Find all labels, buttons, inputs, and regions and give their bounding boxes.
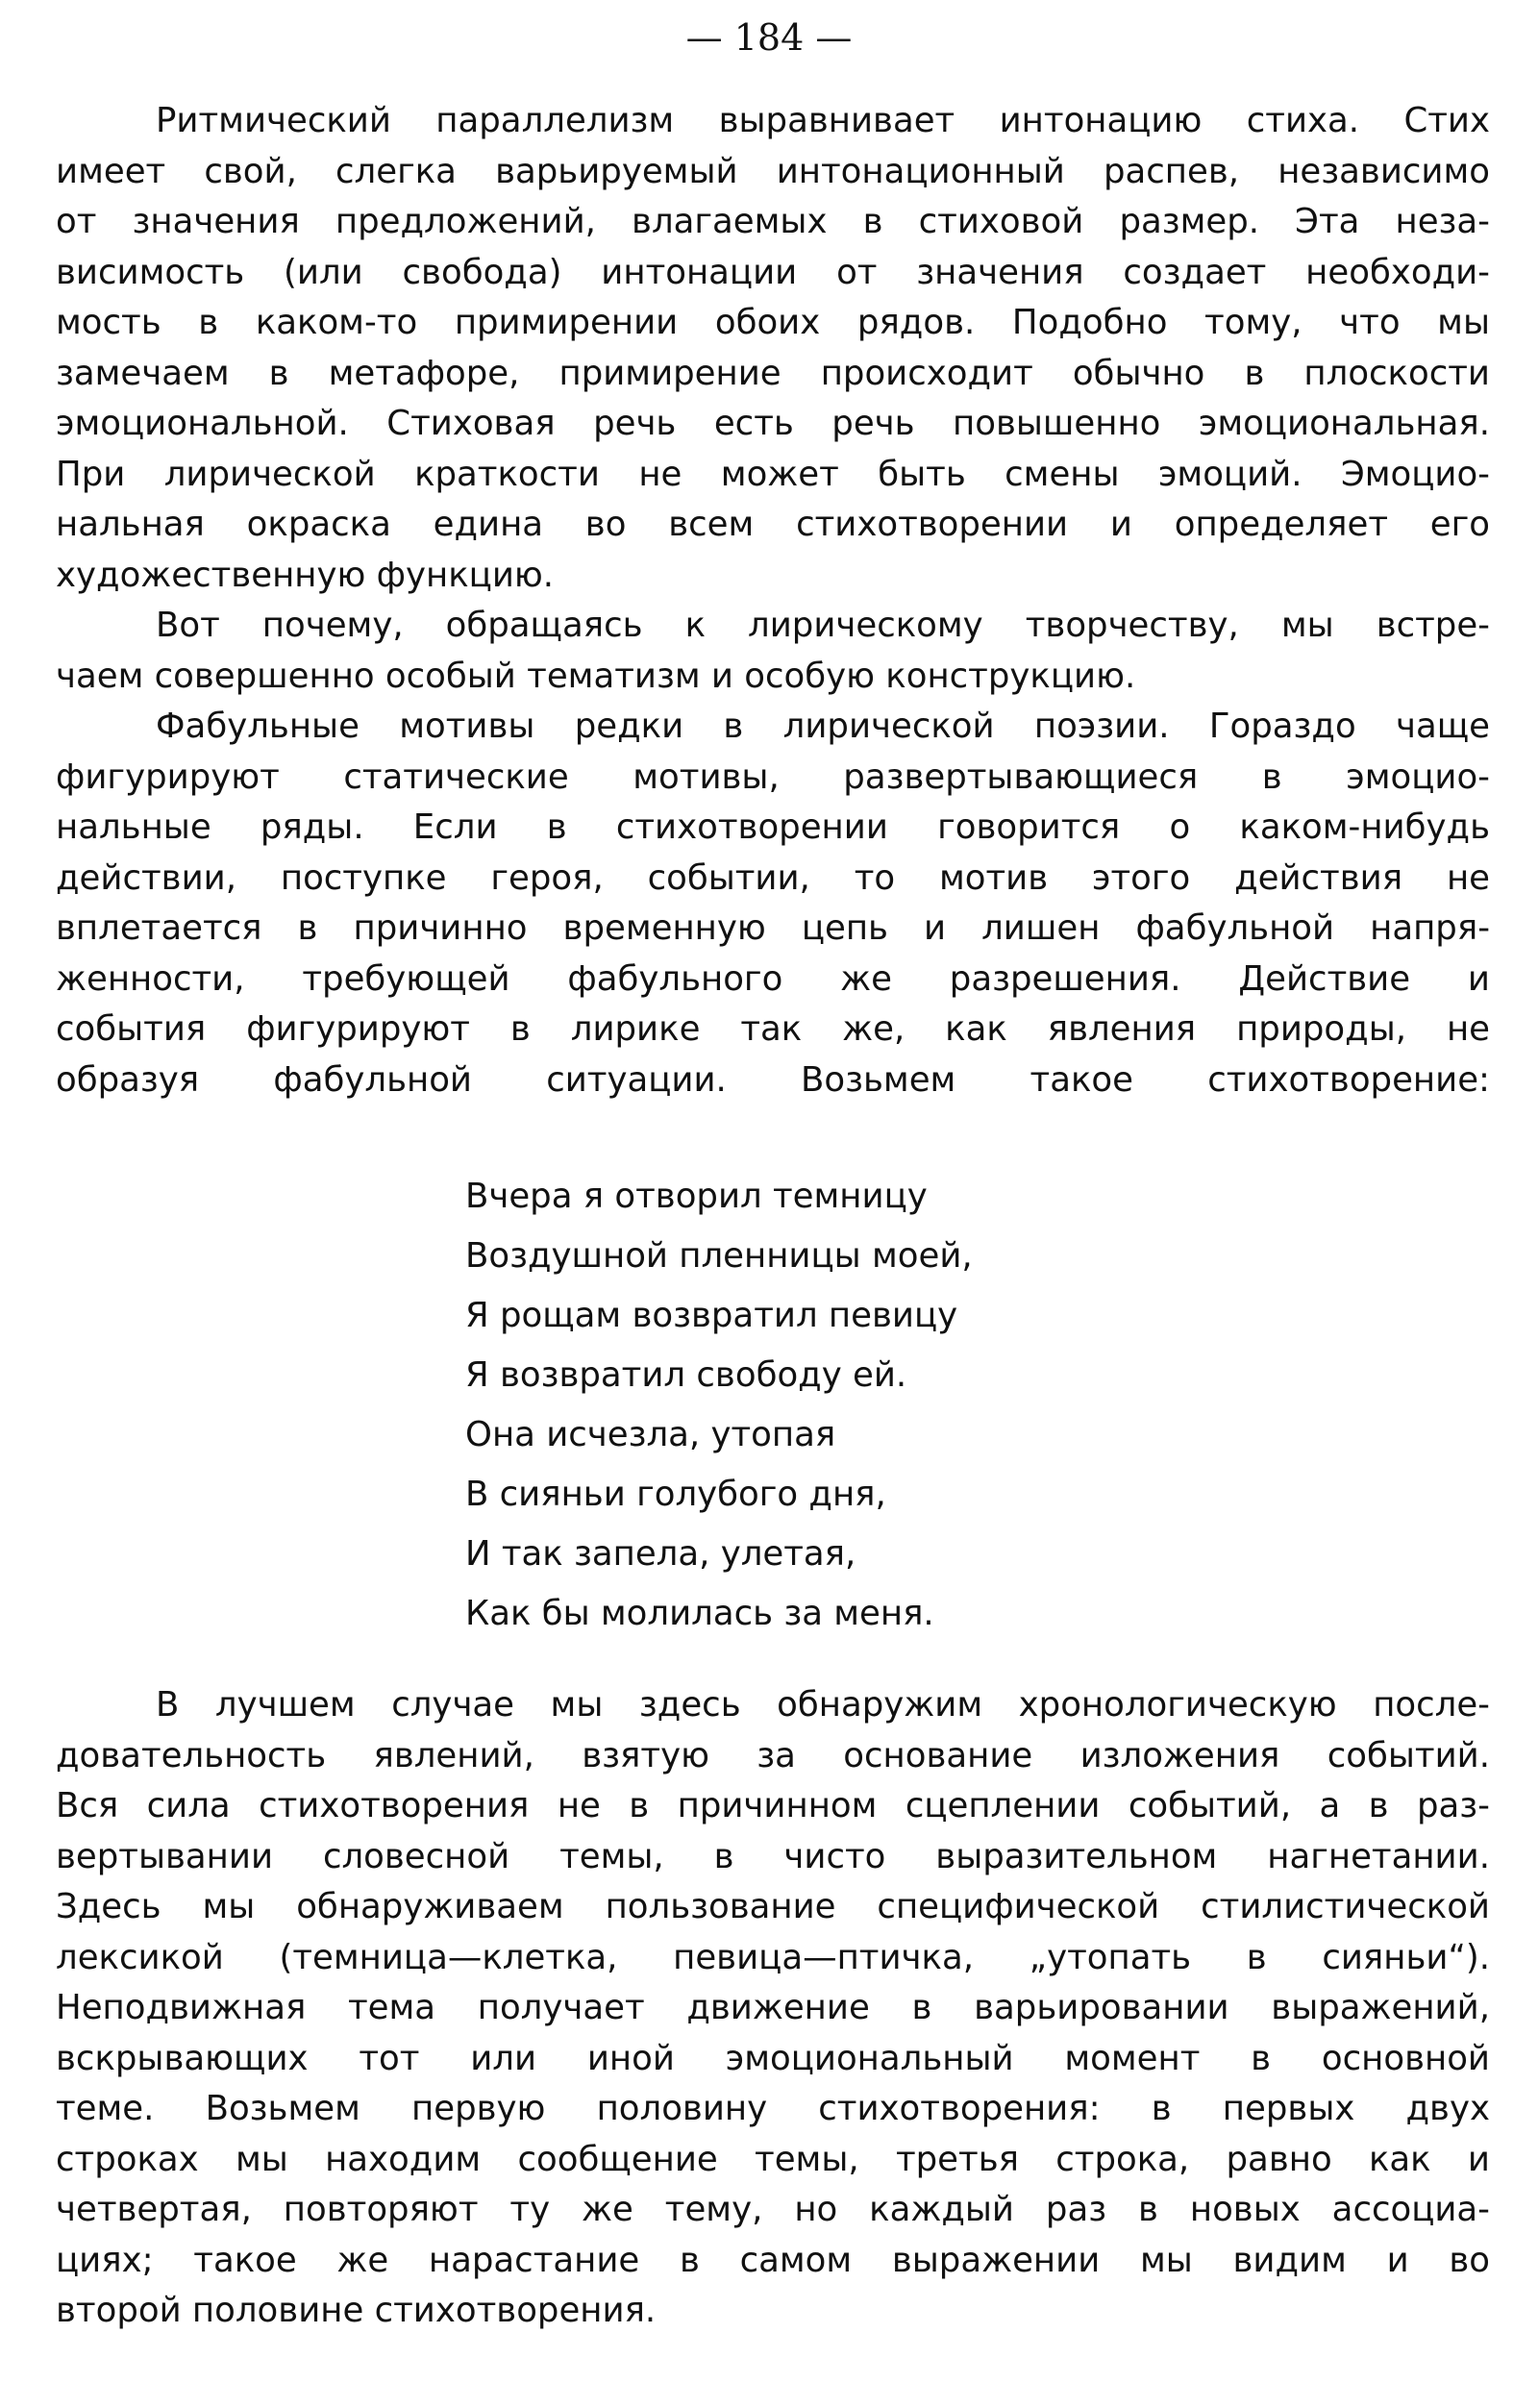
text-line: четвертая, повторяют ту же тему, но каждый раз в новых ассоциа-	[56, 2190, 1490, 2229]
text-line: имеет свой, слегка варьируемый интонационный распев, независимо	[56, 151, 1490, 191]
text-line: вплетается в причинно временную цепь и лишен фабульной напря-	[56, 908, 1490, 948]
text-line: вскрывающих тот или иной эмоциональный момент в основной	[56, 2038, 1490, 2078]
text-line: вертывании словесной темы, в чисто выразительном нагнетании.	[56, 1836, 1490, 1876]
text-line: довательность явлений, взятую за основание изложения событий.	[56, 1735, 1490, 1775]
text-line: фигурируют статические мотивы, развертывающиеся в эмоцио-	[56, 757, 1490, 797]
text-line: При лирической краткости не может быть смены эмоций. Эмоцио-	[56, 454, 1490, 494]
poem-quote	[465, 1167, 1330, 1644]
poem-line: И так запела, улетая,	[465, 1534, 856, 1574]
text-line: мость в каком-то примирении обоих рядов. Подобно тому, что мы	[56, 303, 1490, 342]
poem-line: Она исчезла, утопая	[465, 1415, 836, 1454]
text-line: от значения предложений, влагаемых в стиховой размер. Эта неза-	[56, 202, 1490, 241]
text-line: женности, требующей фабульного же разрешения. Действие и	[56, 958, 1490, 999]
poem-line: Я рощам возвратил певицу	[465, 1296, 958, 1335]
text-line: Вся сила стихотворения не в причинном сцеплении событий, а в раз-	[56, 1786, 1490, 1825]
text-line: нальные ряды. Если в стихотворении говорится о каком-нибудь	[56, 807, 1490, 847]
poem-line: Как бы молилась за меня.	[465, 1594, 934, 1633]
text-line: второй половине стихотворения.	[56, 2291, 657, 2330]
page-number: — 184 —	[685, 16, 853, 59]
poem-line: В сияньи голубого дня,	[465, 1475, 886, 1514]
text-line: лексикой (темница—клетка, певица—птичка, „утопать в сияньи“).	[56, 1937, 1490, 1977]
text-line: эмоциональной. Стиховая речь есть речь повышенно эмоциональная.	[56, 404, 1490, 443]
text-line: теме. Возьмем первую половину стихотворения: в первых двух	[56, 2089, 1490, 2128]
text-line: художественную функцию.	[56, 555, 555, 595]
text-line: строках мы находим сообщение темы, третья строка, равно как и	[56, 2139, 1490, 2179]
text-line: нальная окраска едина во всем стихотворении и определяет его	[56, 505, 1490, 544]
text-line: висимость (или свобода) интонации от значения создает необходи-	[56, 252, 1490, 292]
poem-line: Воздушной пленницы моей,	[465, 1236, 973, 1276]
text-line: образуя фабульной ситуации. Возьмем такое стихотворение:	[56, 1059, 1490, 1100]
text-block-bottom	[56, 1680, 1490, 2337]
text-line: действии, поступке героя, событии, то мотив этого действия не	[56, 857, 1490, 898]
poem-line: Вчера я отворил темницу	[465, 1177, 928, 1216]
text-line: Ритмический параллелизм выравнивает интонацию стиха. Стих	[156, 101, 1490, 140]
text-line: события фигурируют в лирике так же, как явления природы, не	[56, 1009, 1490, 1049]
text-line: Вот почему, обращаясь к лирическому творчеству, мы встре-	[156, 606, 1490, 645]
text-block-top	[56, 96, 1490, 1105]
text-line: Фабульные мотивы редки в лирической поэзии. Гораздо чаще	[156, 707, 1490, 746]
text-line: циях; такое же нарастание в самом выражении мы видим и во	[56, 2240, 1490, 2280]
poem-line: Я возвратил свободу ей.	[465, 1355, 907, 1395]
text-line: замечаем в метафоре, примирение происходит обычно в плоскости	[56, 353, 1490, 393]
text-line: Здесь мы обнаруживаем пользование специфической стилистической	[56, 1887, 1490, 1926]
text-line: Неподвижная тема получает движение в варьировании выражений,	[56, 1988, 1490, 2027]
text-line: В лучшем случае мы здесь обнаружим хронологическую после-	[156, 1685, 1490, 1725]
text-line: чаем совершенно особый тематизм и особую конструкцию.	[56, 656, 1136, 696]
